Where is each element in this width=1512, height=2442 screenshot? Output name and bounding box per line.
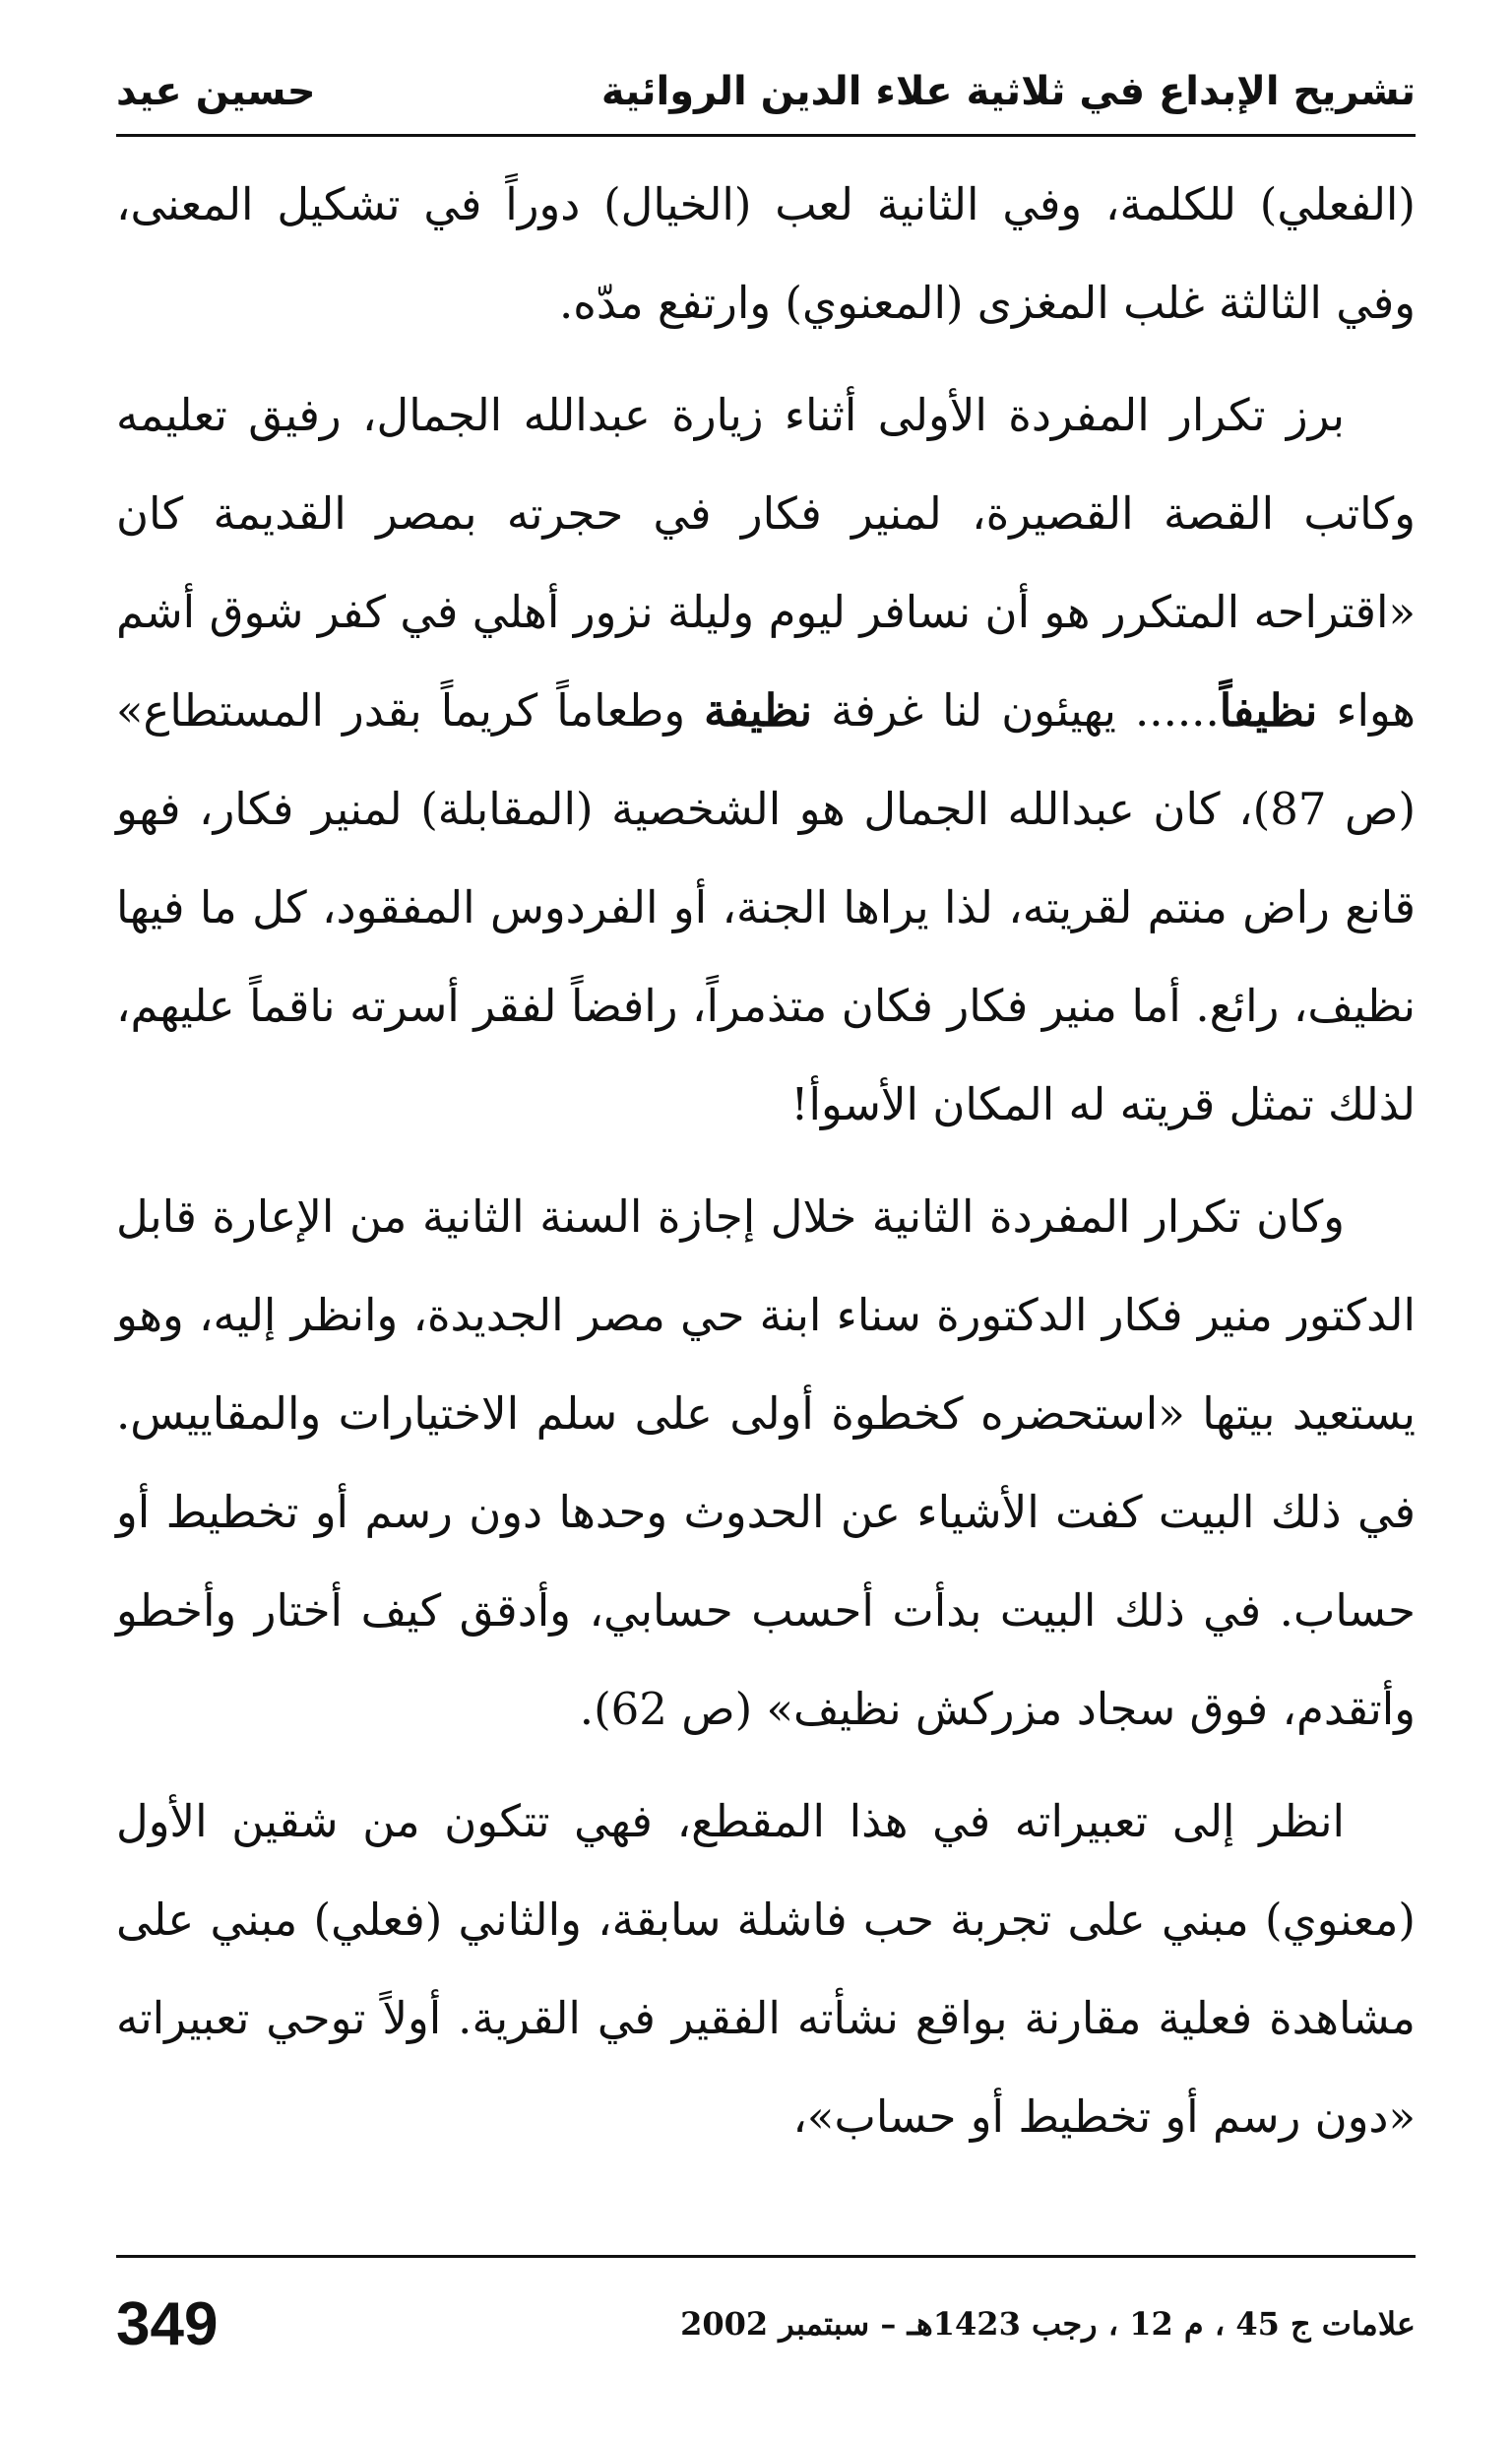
paragraph	[116, 366, 1416, 1154]
document-page	[116, 39, 1416, 2403]
text-segment: برز تكرار المفردة الأولى أثناء زيارة عبدالله الجمال، رفيق تعليمه وكاتب القصة القصيرة، لمنير فكار في حجرته بمصر القديمة كان «اقتراحه المتكرر هو أن نسافر ليوم وليلة نزور أهلي في كفر شوق أشم هواء	[116, 389, 1416, 737]
article-title: تشريح الإبداع في ثلاثية علاء الدين الروائية	[600, 69, 1416, 114]
running-header	[116, 57, 1416, 126]
paragraph	[116, 1168, 1416, 1759]
emphasized-word: نظيفة	[704, 684, 813, 737]
body-text	[116, 156, 1416, 2180]
page-footer	[116, 2280, 1416, 2368]
paragraph	[116, 156, 1416, 353]
journal-info: علامات ج 45 ، م 12 ، رجب 1423هـ – سبتمبر 2002	[680, 2305, 1416, 2343]
text-segment: وكان تكرار المفردة الثانية خلال إجازة السنة الثانية من الإعارة قابل الدكتور منير فكار الدكتورة سناء ابنة حي مصر الجديدة، وانظر إليه، وهو يستعيد بيتها «استحضره كخطوة أولى على سلم الاختيارات والمقاييس. في ذلك البيت كفت الأشياء عن الحدوث وحدها دون رسم أو تخطيط أو حساب. في ذلك البيت بدأت أحسب حسابي، وأدقق كيف أختار وأخطو وأتقدم، فوق سجاد مزركش نظيف» (ص 62).	[116, 1190, 1416, 1735]
footer-divider	[116, 2255, 1416, 2258]
text-segment: (الفعلي) للكلمة، وفي الثانية لعب (الخيال) دوراً في تشكيل المعنى، وفي الثالثة غلب المغزى (المعنوي) وارتفع مدّه.	[116, 178, 1416, 329]
paragraph	[116, 1772, 1416, 2166]
author-name: حسين عيد	[116, 69, 316, 114]
emphasized-word: نظيفاً	[1219, 684, 1318, 737]
text-segment: انظر إلى تعبيراته في هذا المقطع، فهي تتكون من شقين الأول (معنوي) مبني على تجربة حب فاشلة سابقة، والثاني (فعلي) مبني على مشاهدة فعلية مقارنة بواقع نشأته الفقير في القرية. أولاً توحي تعبيراته «دون رسم أو تخطيط أو حساب»،	[116, 1795, 1416, 2143]
page-number: 349	[116, 2289, 219, 2358]
text-segment: ...... يهيئون لنا غرفة	[812, 684, 1220, 737]
text-segment: وطعاماً كريماً بقدر المستطاع» (ص 87)، كان عبدالله الجمال هو الشخصية (المقابلة) لمنير فكار، فهو قانع راض منتم لقريته، لذا يراها الجنة، أو الفردوس المفقود، كل ما فيها نظيف، رائع. أما منير فكار فكان متذمراً، رافضاً لفقر أسرته ناقماً عليهم، لذلك تمثل قريته له المكان الأسوأ!	[116, 684, 1416, 1130]
header-divider	[116, 134, 1416, 137]
